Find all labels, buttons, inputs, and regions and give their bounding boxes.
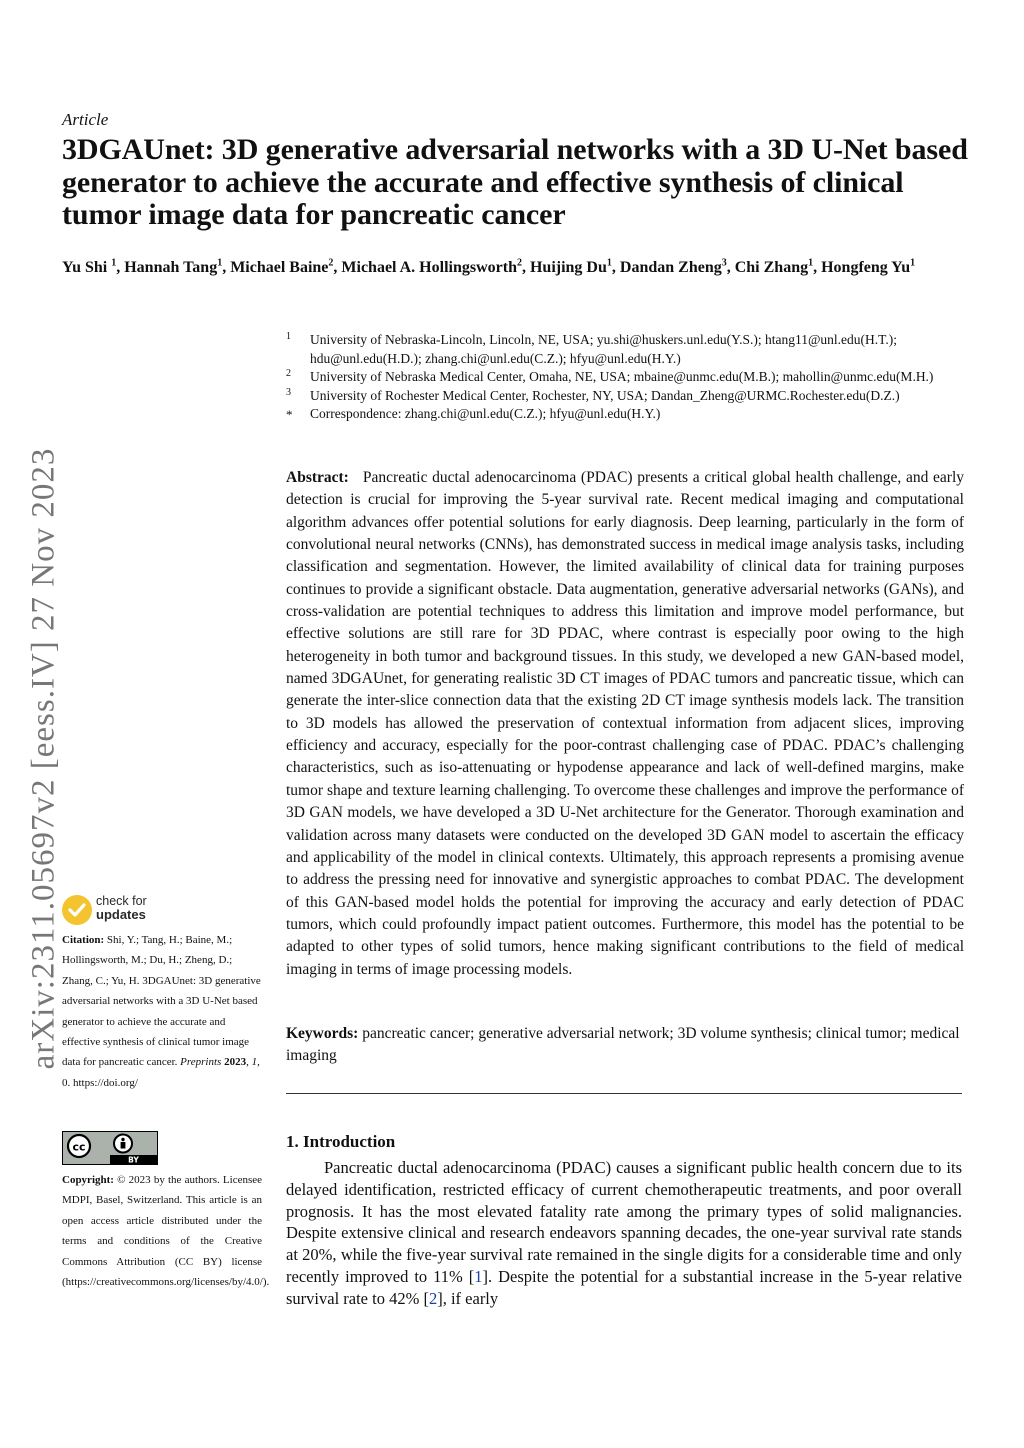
author: Michael A. Hollingsworth$^2$,: [341, 258, 530, 277]
keywords-text: pancreatic cancer; generative adversarial network; 3D volume synthesis; clinical tumor; medical imaging: [286, 1025, 960, 1065]
author: Chi Zhang$^1$,: [734, 258, 822, 277]
author: Hannah Tang$^1$,: [124, 258, 231, 277]
abstract-label: Abstract:: [286, 469, 349, 486]
copyright-notice: Copyright: © 2023 by the authors. Licensee MDPI, Basel, Switzerland. This article is an open access article distributed under the terms and conditions of the Creative Commons Attribution (CC BY) license (https://creativecommons.org/licenses/by/4.0/).: [62, 1174, 270, 1289]
check-updates-icon: [62, 895, 92, 925]
author: Yu Shi $^1$,: [62, 258, 125, 277]
citation-link[interactable]: 2: [428, 1288, 438, 1308]
author: Hongfeng Yu$^1$: [821, 258, 916, 277]
check-updates-line2: updates: [96, 907, 146, 922]
keywords: [286, 1023, 964, 1068]
check-updates-line1: check for: [96, 894, 147, 908]
section-divider: [286, 1093, 962, 1094]
section-heading: 1. Introduction: [286, 1132, 396, 1151]
affiliation-item: 2 University of Nebraska Medical Center, Omaha, NE, USA; mbaine@unmc.edu(M.B.); mahollin@unmc.edu(M.H.): [286, 368, 934, 384]
affiliations: [286, 331, 976, 424]
abstract-text: Pancreatic ductal adenocarcinoma (PDAC) presents a critical global health challenge, and early detection is crucial for improving the 5-year survival rate. Recent medical imaging and computational algorithm advances offer potential solutions for early diagnosis. Deep learning, particularly in the form of convolutional neural networks (CNNs), has demonstrated success in medical image analysis tasks, including classification and segmentation. However, the limited availability of clinical data for training purposes continues to provide a significant obstacle. Data augmentation, generative adversarial networks (GANs), and cross-validation are potential techniques to address this limitation and improve model performance, but effective solutions are still rare for 3D PDAC, where contrast is especially poor owing to the high heterogeneity in both tumor and background tissues. In this study, we developed a new GAN-based model, named 3DGAUnet, for generating realistic 3D CT images of PDAC tumors and pancreatic tissue, which can generate the inter-slice connection data that the existing 2D CT image synthesis models lack. The transition to 3D models has allowed the preservation of contextual information from adjacent slices, improving efficiency and accuracy, especially for the poor-contrast challenging case of PDAC. PDAC’s challenging characteristics, such as iso-attenuating or hypodense appearance and lack of well-defined margins, make tumor shape and texture learning challenging. To overcome these challenges and improve the performance of 3D GAN models, we have developed a 3D U-Net architecture for the Generator. Thorough examination and validation across many datasets were conducted on the developed 3D GAN model to ascertain the efficacy and applicability of the model in clinical contexts. Ultimately, this approach represents a promising avenue to address the pressing need for innovative and synergistic approaches to combat PDAC. The development of this GAN-based model holds the potential for improving the accuracy and early detection of PDAC tumors, which could profoundly impact patient outcomes. Furthermore, this model has the potential to be adapted to other types of solid tumors, hence making significant contributions to the field of medical imaging in terms of image processing models.: [286, 469, 965, 978]
copyright-label: Copyright:: [62, 1174, 114, 1186]
affiliation-item: 3 University of Rochester Medical Center, Rochester, NY, USA; Dandan_Zheng@URMC.Rochester.edu(D.Z.): [286, 386, 900, 403]
affiliation-item: 1 University of Nebraska-Lincoln, Lincoln, NE, USA; yu.shi@huskers.unl.edu(Y.S.); htang11@unl.edu(H.T.); hdu@unl.edu(H.D.); zhang.chi@unl.edu(C.Z.); hfyu@unl.edu(H.Y.): [286, 331, 898, 366]
introduction-paragraph: Pancreatic ductal adenocarcinoma (PDAC) causes a significant public health concern due to its delayed identification, restricted efficacy of current chemotherapeutic treatments, and poor overall prognosis. It has the most elevated fatality rate among the primary types of solid malignancies. Despite extensive clinical and research endeavors spanning decades, the one-year survival rate stands at 20%, while the five-year survival rate remained in the single digits for a considerable time and only recently improved to 11% [1]. Despite the potential for a substantial increase in the 5-year relative survival rate to 42% [2], if early: [286, 1158, 962, 1308]
check-for-updates-badge[interactable]: [62, 893, 262, 929]
article-type-label: Article: [62, 110, 109, 129]
abstract: [286, 467, 964, 981]
keywords-label: Keywords:: [286, 1025, 359, 1042]
author: Huijing Du$^1$,: [529, 258, 620, 277]
cc-by-license-badge[interactable]: [62, 1131, 158, 1165]
paper-title: 3DGAUnet: 3D generative adversarial networks with a 3D U-Net based generator to achieve the accurate and effective synthesis of clinical tumor image data for pancreatic cancer: [62, 133, 968, 231]
svg-text:cc: cc: [72, 1140, 86, 1154]
citation-label: Citation:: [62, 934, 105, 946]
arxiv-id: arXiv:2311.05697v2 [eess.IV] 27 Nov 2023: [25, 447, 62, 1069]
author: Dandan Zheng$^3$,: [619, 258, 735, 277]
citation-link[interactable]: 1: [474, 1266, 483, 1286]
correspondence: * Correspondence: zhang.chi@unl.edu(C.Z.); hfyu@unl.edu(H.Y.): [286, 406, 661, 422]
author: Michael Baine$^2$,: [230, 258, 342, 277]
author-list: [62, 252, 962, 280]
cc-by-label: BY: [128, 1155, 139, 1165]
citation-box: Citation: Shi, Y.; Tang, H.; Baine, M.; Hollingsworth, M.; Du, H.; Zheng, D.; Zhang, C.; Yu, H. 3DGAUnet: 3D generative adversarial networks with a 3D U-Net based generator to achieve the accurate and effective synthesis of clinical tumor image data for pancreatic cancer. Preprints 2023, 1, 0. https://doi.org/: [62, 934, 261, 1089]
